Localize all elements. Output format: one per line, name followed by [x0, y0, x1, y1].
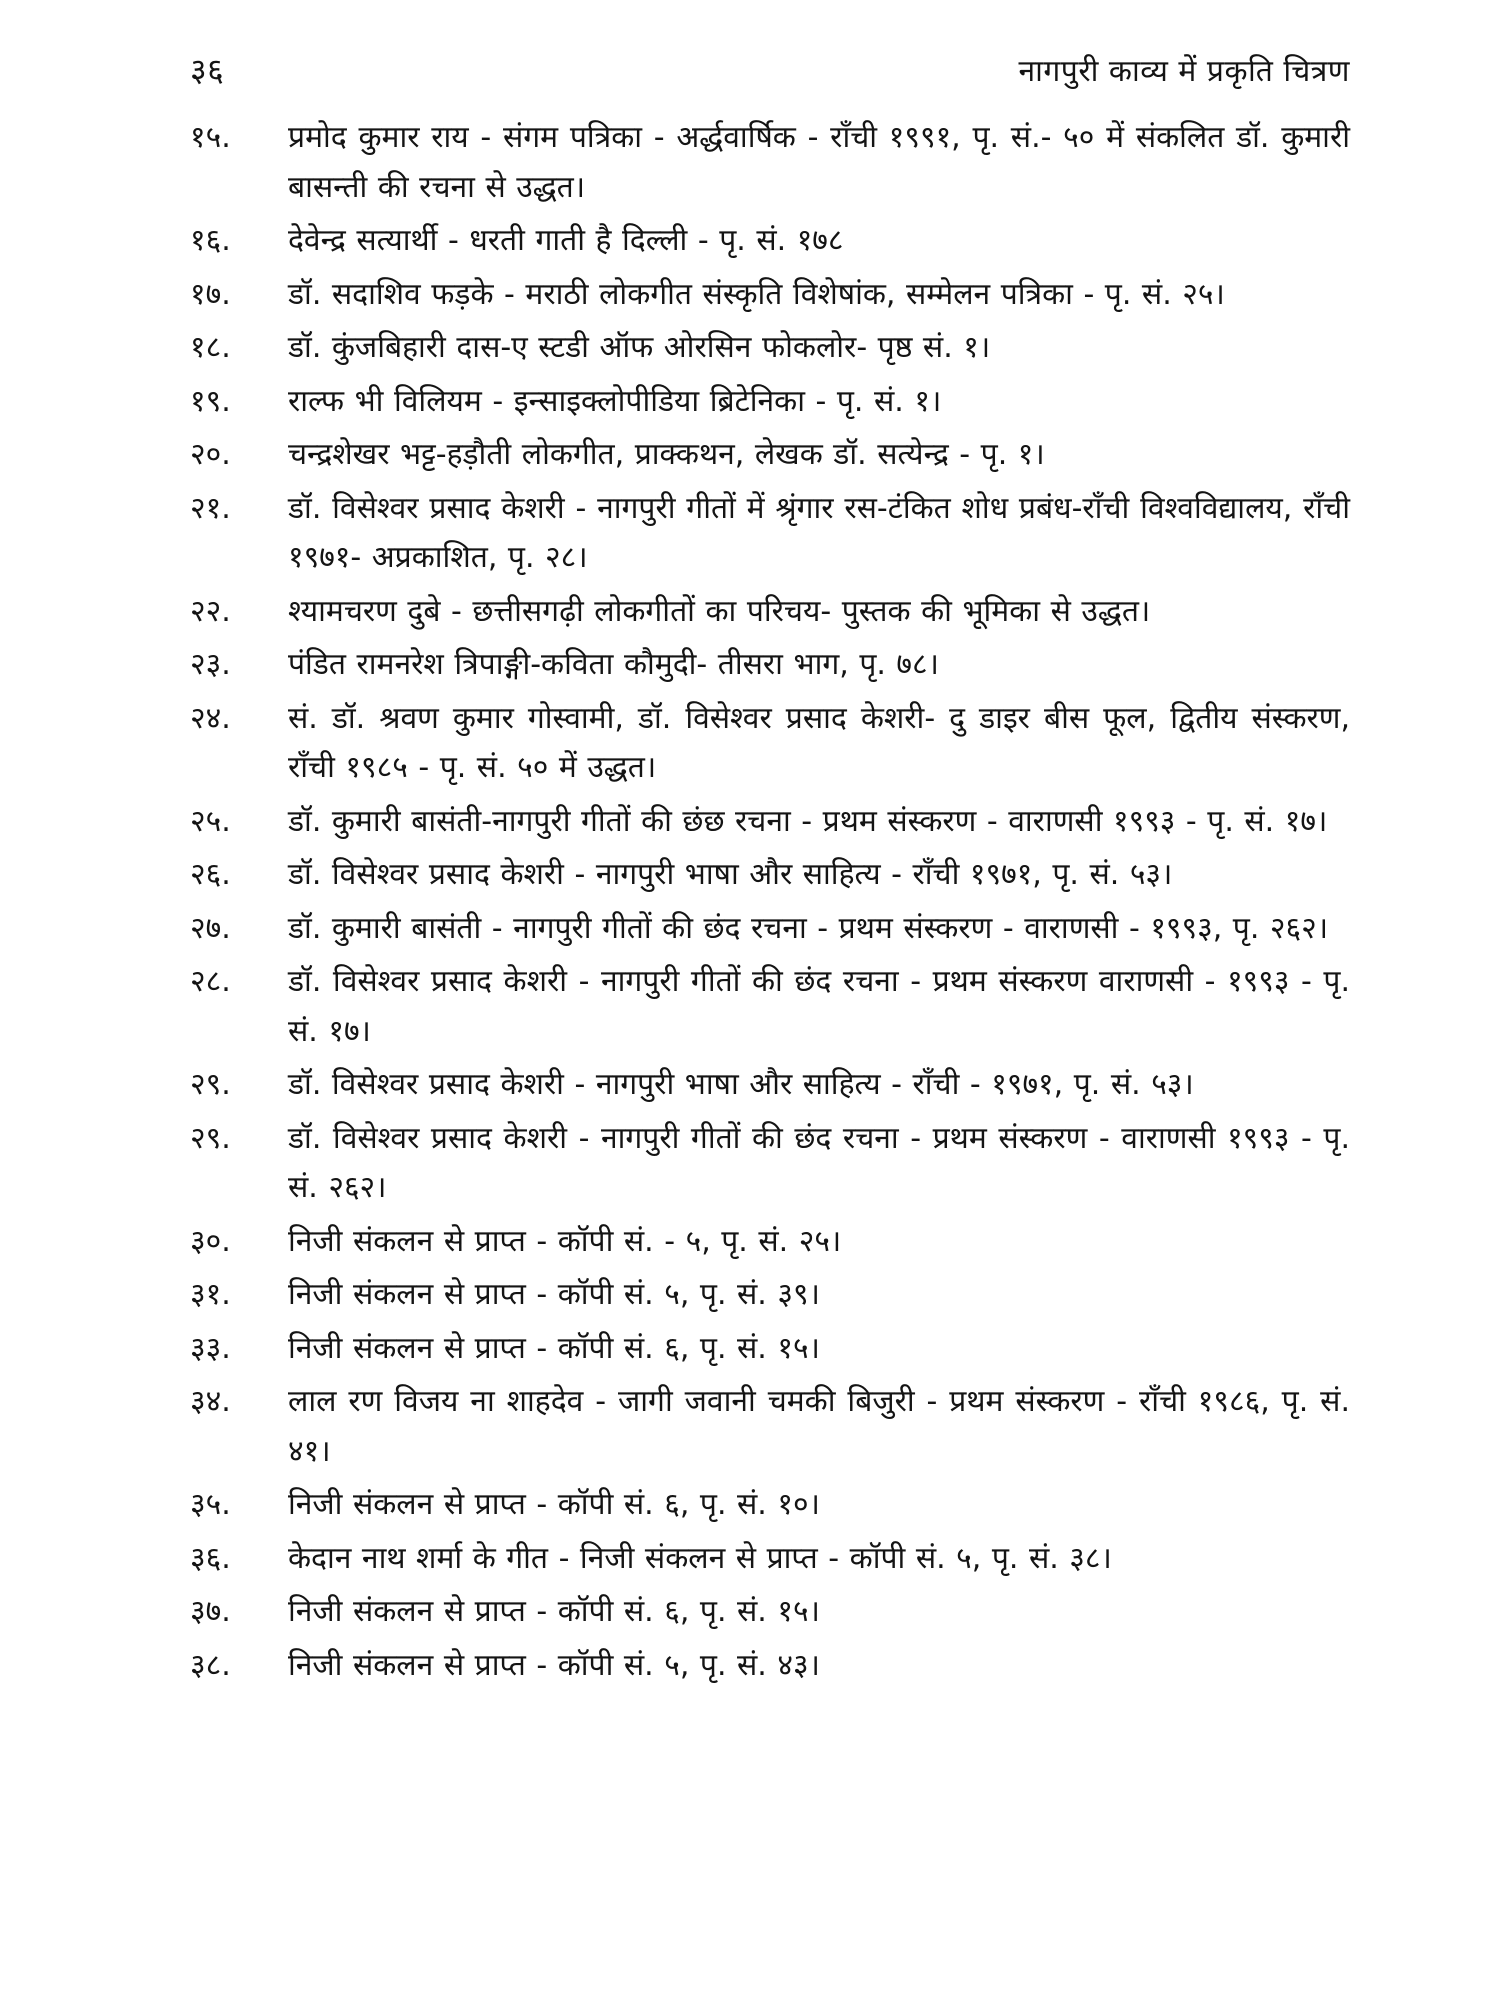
- reference-item: [190, 1480, 1350, 1530]
- reference-text: निजी संकलन से प्राप्त - कॉपी सं. ५, पृ. सं. ३९।: [288, 1277, 820, 1312]
- reference-item: [190, 113, 1350, 212]
- reference-text: निजी संकलन से प्राप्त - कॉपी सं. ६, पृ. सं. १०।: [288, 1487, 820, 1522]
- reference-number: १७.: [190, 276, 231, 312]
- reference-text: निजी संकलन से प्राप्त - कॉपी सं. - ५, पृ. सं. २५।: [288, 1223, 842, 1259]
- reference-text: देवेन्द्र सत्यार्थी - धरती गाती है दिल्ली - पृ. सं. १७८: [288, 223, 844, 258]
- reference-item: [190, 850, 1350, 900]
- reference-text: पंडित रामनरेश त्रिपाङ्गी-कविता कौमुदी- तीसरा भाग, पृ. ७८।: [288, 647, 939, 682]
- reference-number: २९.: [190, 1120, 231, 1156]
- page-header: [190, 48, 1350, 91]
- reference-item: [190, 216, 1350, 266]
- reference-item: [190, 1587, 1350, 1637]
- reference-item: [190, 587, 1350, 637]
- reference-text: डॉ. कुंजबिहारी दास-ए स्टडी ऑफ ओरसिन फोकलोर- पृष्ठ सं. १।: [288, 330, 991, 365]
- reference-text: केदान नाथ शर्मा के गीत - निजी संकलन से प्राप्त - कॉपी सं. ५, पृ. सं. ३८।: [288, 1540, 1112, 1576]
- reference-item: [190, 694, 1350, 793]
- reference-number: १८.: [190, 330, 231, 365]
- reference-number: ३७.: [190, 1594, 231, 1629]
- reference-item: [190, 640, 1350, 690]
- reference-number: २९.: [190, 1067, 231, 1102]
- reference-item: [190, 1060, 1350, 1110]
- reference-item: [190, 1534, 1350, 1584]
- reference-number: २४.: [190, 700, 231, 736]
- reference-text: निजी संकलन से प्राप्त - कॉपी सं. ६, पृ. सं. १५।: [288, 1330, 820, 1366]
- reference-item: [190, 484, 1350, 583]
- reference-item: [190, 270, 1350, 320]
- reference-item: [190, 430, 1350, 480]
- reference-number: १९.: [190, 383, 231, 419]
- reference-item: [190, 377, 1350, 427]
- reference-number: ३८.: [190, 1647, 231, 1683]
- reference-text: डॉ. विसेश्वर प्रसाद केशरी - नागपुरी गीतों की छंद रचना - प्रथम संस्करण वाराणसी - १९९३ - पृ. सं. १७।: [288, 964, 1350, 1049]
- reference-number: ३६.: [190, 1540, 231, 1576]
- page-number: ३६: [190, 51, 225, 89]
- reference-item: [190, 797, 1350, 847]
- reference-number: २२.: [190, 593, 231, 629]
- reference-text: चन्द्रशेखर भट्ट-हड़ौती लोकगीत, प्राक्कथन, लेखक डॉ. सत्येन्द्र - पृ. १।: [288, 437, 1045, 472]
- reference-number: ३०.: [190, 1223, 231, 1259]
- reference-text: प्रमोद कुमार राय - संगम पत्रिका - अर्द्धवार्षिक - राँची १९९१, पृ. सं.- ५० में संकलित डॉ. कुमारी बासन्ती की रचना से उद्धत।: [288, 120, 1350, 205]
- reference-text: निजी संकलन से प्राप्त - कॉपी सं. ५, पृ. सं. ४३।: [288, 1647, 820, 1683]
- reference-text: डॉ. विसेश्वर प्रसाद केशरी - नागपुरी भाषा और साहित्य - राँची १९७१, पृ. सं. ५३।: [288, 857, 1173, 892]
- reference-text: डॉ. कुमारी बासंती-नागपुरी गीतों की छंछ रचना - प्रथम संस्करण - वाराणसी १९९३ - पृ. सं. १७।: [288, 803, 1328, 839]
- reference-number: ३५.: [190, 1487, 231, 1522]
- reference-item: [190, 1324, 1350, 1374]
- reference-item: [190, 1377, 1350, 1476]
- reference-number: २६.: [190, 857, 231, 892]
- reference-text: सं. डॉ. श्रवण कुमार गोस्वामी, डॉ. विसेश्वर प्रसाद केशरी- दु डाइर बीस फूल, द्वितीय संस्करण, राँची १९८५ - पृ. सं. ५० में उद्धत।: [288, 700, 1350, 785]
- reference-item: [190, 323, 1350, 373]
- reference-text: निजी संकलन से प्राप्त - कॉपी सं. ६, पृ. सं. १५।: [288, 1594, 820, 1629]
- reference-text: डॉ. कुमारी बासंती - नागपुरी गीतों की छंद रचना - प्रथम संस्करण - वाराणसी - १९९३, पृ. २६२।: [288, 910, 1329, 946]
- reference-item: [190, 1114, 1350, 1213]
- reference-text: श्यामचरण दुबे - छत्तीसगढ़ी लोकगीतों का परिचय- पुस्तक की भूमिका से उद्धत।: [288, 593, 1151, 629]
- reference-number: २३.: [190, 647, 231, 682]
- reference-list: [190, 113, 1350, 1690]
- reference-number: २८.: [190, 964, 231, 999]
- reference-text: डॉ. विसेश्वर प्रसाद केशरी - नागपुरी भाषा और साहित्य - राँची - १९७१, पृ. सं. ५३।: [288, 1067, 1194, 1102]
- reference-number: १५.: [190, 120, 231, 155]
- reference-text: लाल रण विजय ना शाहदेव - जागी जवानी चमकी बिजुरी - प्रथम संस्करण - राँची १९८६, पृ. सं. ४१।: [288, 1384, 1350, 1469]
- reference-number: ३३.: [190, 1330, 231, 1366]
- reference-number: २०.: [190, 437, 231, 472]
- reference-text: डॉ. विसेश्वर प्रसाद केशरी - नागपुरी गीतों में श्रृंगार रस-टंकित शोध प्रबंध-राँची विश्वविद्यालय, राँची १९७१- अप्रकाशित, पृ. २८।: [288, 490, 1350, 575]
- reference-item: [190, 1270, 1350, 1320]
- reference-text: डॉ. विसेश्वर प्रसाद केशरी - नागपुरी गीतों की छंद रचना - प्रथम संस्करण - वाराणसी १९९३ - पृ. सं. २६२।: [288, 1120, 1350, 1205]
- reference-number: ३४.: [190, 1384, 231, 1419]
- reference-number: ३१.: [190, 1277, 231, 1312]
- reference-number: १६.: [190, 223, 231, 258]
- reference-text: राल्फ भी विलियम - इन्साइक्लोपीडिया ब्रिटेनिका - पृ. सं. १।: [288, 383, 942, 419]
- reference-item: [190, 957, 1350, 1056]
- reference-number: २५.: [190, 803, 231, 839]
- reference-item: [190, 904, 1350, 954]
- reference-item: [190, 1641, 1350, 1691]
- reference-item: [190, 1217, 1350, 1267]
- reference-number: २१.: [190, 490, 231, 526]
- running-title: नागपुरी काव्य में प्रकृति चित्रण: [1018, 54, 1350, 89]
- reference-number: २७.: [190, 910, 231, 946]
- reference-text: डॉ. सदाशिव फड़के - मराठी लोकगीत संस्कृति विशेषांक, सम्मेलन पत्रिका - पृ. सं. २५।: [288, 276, 1225, 312]
